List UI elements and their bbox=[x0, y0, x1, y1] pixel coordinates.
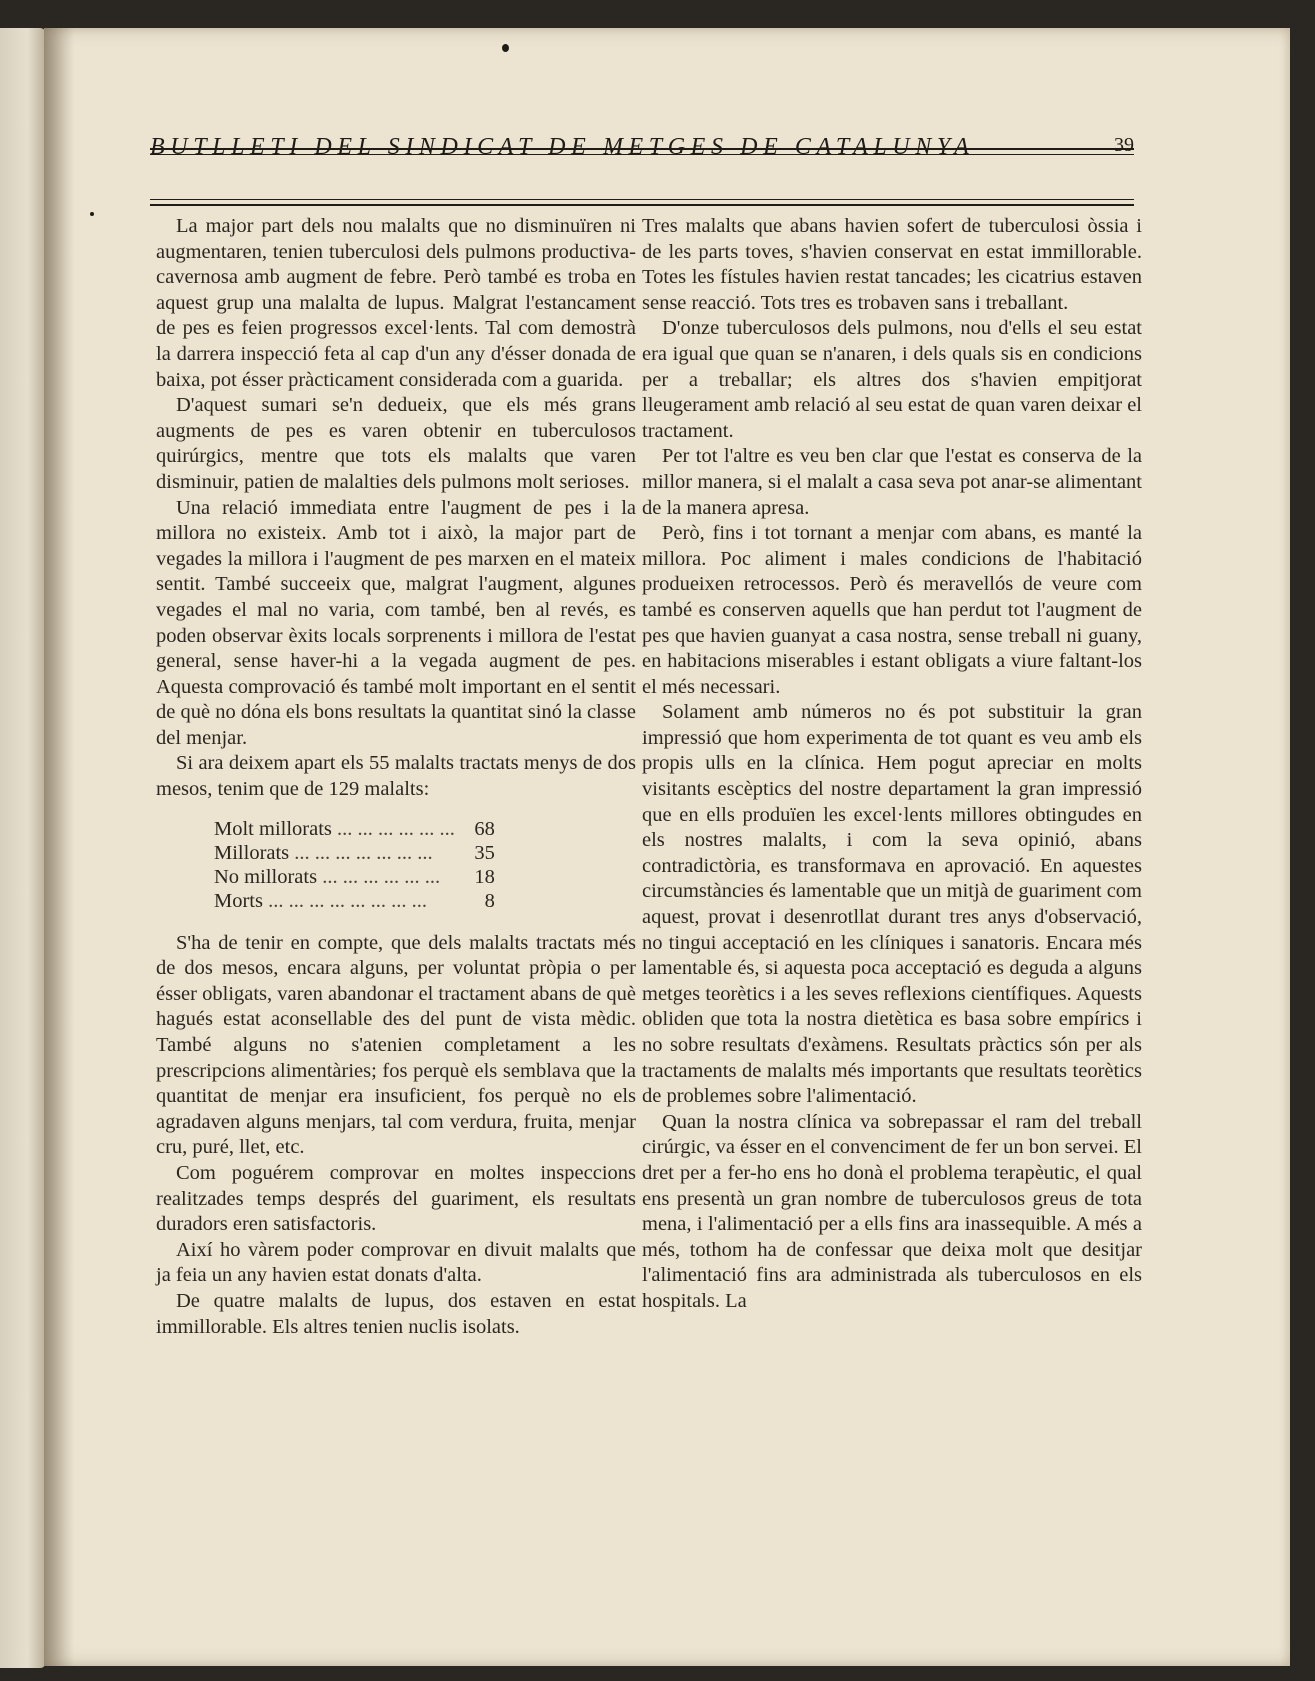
left-column bbox=[156, 214, 636, 1340]
paragraph: Així ho vàrem poder comprovar en divuit malalts que ja feia un any havien estat donats d'alta. bbox=[156, 1238, 636, 1287]
paragraph: Solament amb números no és pot substituir la gran impressió que hom experimenta de tot quant es veu amb els propis ulls en la clínica. Hem pogut apreciar en molts visitants escèptics del nostre departament la gran impressió que en ells produïen les excel·lents millores obtingudes en els nostres malalts, i com la seva opinió, abans contradictòria, es transformava en aprovació. En aquestes circumstàncies és lamentable que un mitjà de guariment com aquest, provat i desenrotllat durant tres anys d'observació, no tingui acceptació en les clíniques i sanatoris. Encara més lamentable és, si aquesta poca acceptació es deguda a alguns metges teorètics i a les seves reflexions científiques. Aquests obliden que tota la nostra dietètica es basa sobre empírics i no sobre resultats d'exàmens. Resultats pràctics són per als tractaments de malalts més importants que resultats teorètics de problemes sobre l'alimentació. bbox=[642, 701, 1142, 1108]
table-row bbox=[214, 865, 495, 889]
journal-title: BUTLLETI DEL SINDICAT DE METGES DE CATALUNYA bbox=[150, 134, 975, 160]
row-value: 18 bbox=[474, 865, 495, 888]
results-table bbox=[214, 817, 495, 913]
ink-speck bbox=[502, 44, 509, 52]
table-row bbox=[214, 841, 495, 865]
ink-speck bbox=[90, 212, 94, 216]
paragraph: Quan la nostra clínica va sobrepassar el ram del treball cirúrgic, va ésser en el convenciment de fer un bon servei. El dret per a fer-ho ens ho donà el problema terapèutic, el qual ens presentà un gran nombre de tuberculosos greus de tota mena, i l'alimentació per a ells fins ara inassequible. A més a més, tothom ha de confessar que deixa molt que desitjar l'alimentació fins ara administrada als tuberculosos en els hospitals. La bbox=[642, 1110, 1142, 1312]
left-page-edge bbox=[0, 28, 46, 1668]
paragraph: D'aquest sumari se'n dedueix, que els més grans augments de pes es varen obtenir en tuberculosos quirúrgics, mentre que tots els malalts que varen disminuir, patien de malalties dels pulmons molt serioses. bbox=[156, 394, 636, 493]
paragraph: La major part dels nou malalts que no disminuïren ni augmentaren, tenien tuberculosi dels pulmons productiva-cavernosa amb augment de febre. Però també es troba en aquest grup una malalta de lupus. Malgrat l'estancament de pes es feien progressos excel·lents. Tal com demostrà la darrera inspecció feta al cap d'un any d'ésser donada de baixa, pot ésser pràcticament considerada com a guarida. bbox=[156, 215, 636, 391]
header-rule-bottom-thin bbox=[150, 199, 1134, 200]
row-label: Molt millorats ... ... ... ... ... ... bbox=[214, 817, 455, 840]
row-value: 35 bbox=[474, 841, 495, 864]
table-row bbox=[214, 817, 495, 841]
row-label: Millorats ... ... ... ... ... ... ... bbox=[214, 841, 433, 864]
gutter-shadow bbox=[44, 28, 74, 1666]
paragraph: Tres malalts que abans havien sofert de tuberculosi òssia i de les parts toves, s'havien conservat en estat immillorable. Totes les fístules havien restat tancades; les cicatrius estaven sense reacció. Tots tres es trobaven sans i treballant. bbox=[642, 215, 1142, 314]
paragraph: Però, fins i tot tornant a menjar com abans, es manté la millora. Poc aliment i males condicions de l'habitació produeixen retrocessos. Però és meravellós de veure com també es conserven aquells que han perdut tot l'augment de pes que havien guanyat a casa nostra, sense treball ni guany, en habitacions miserables i estant obligats a viure faltant-los el més necessari. bbox=[642, 522, 1142, 698]
page-number: 39 bbox=[1114, 134, 1134, 156]
paragraph: Per tot l'altre es veu ben clar que l'estat es conserva de la millor manera, si el malalt a casa seva pot anar-se alimentant de la manera apresa. bbox=[642, 445, 1142, 519]
paragraph: Com poguérem comprovar en moltes inspeccions realitzades temps després del guariment, els resultats duradors eren satisfactoris. bbox=[156, 1162, 636, 1236]
paragraph: De quatre malalts de lupus, dos estaven en estat immillorable. Els altres tenien nuclis isolats. bbox=[156, 1289, 636, 1338]
paragraph: Una relació immediata entre l'augment de pes i la millora no existeix. Amb tot i això, la major part de vegades la millora i l'augment de pes marxen en el mateix sentit. També succeeix que, malgrat l'augment, algunes vegades el mal no varia, com també, ben al revés, es poden observar èxits locals sorprenents i millora de l'estat general, sense haver-hi a la vegada augment de pes. Aquesta comprovació és també molt important en el sentit de què no dóna els bons resultats la quantitat sinó la classe del menjar. bbox=[156, 496, 636, 749]
running-header bbox=[150, 130, 1134, 170]
right-column bbox=[642, 214, 1142, 1315]
header-rule-bottom bbox=[150, 204, 1134, 206]
table-row bbox=[214, 889, 495, 913]
row-value: 68 bbox=[474, 817, 495, 840]
row-value: 8 bbox=[484, 889, 495, 912]
row-label: Morts ... ... ... ... ... ... ... ... bbox=[214, 889, 427, 912]
row-label: No millorats ... ... ... ... ... ... bbox=[214, 865, 441, 888]
paragraph: D'onze tuberculosos dels pulmons, nou d'ells el seu estat era igual que quan se n'anaren, i dels quals sis en condicions per a treballar; els altres dos s'havien empitjorat lleugerament amb relació al seu estat de quan varen deixar el tractament. bbox=[642, 317, 1142, 442]
paragraph: S'ha de tenir en compte, que dels malalts tractats més de dos mesos, encara alguns, per voluntat pròpia o per ésser obligats, varen abandonar el tractament abans de què hagués estat aconsellable des del punt de vista mèdic. També alguns no s'atenien completament a les prescripcions alimentàries; fos perquè els semblava que la quantitat de menjar era insuficient, fos perquè no els agradaven alguns menjars, tal com verdura, fruita, menjar cru, puré, llet, etc. bbox=[156, 931, 636, 1159]
paragraph: Si ara deixem apart els 55 malalts tractats menys de dos mesos, tenim que de 129 malalts: bbox=[156, 752, 636, 801]
